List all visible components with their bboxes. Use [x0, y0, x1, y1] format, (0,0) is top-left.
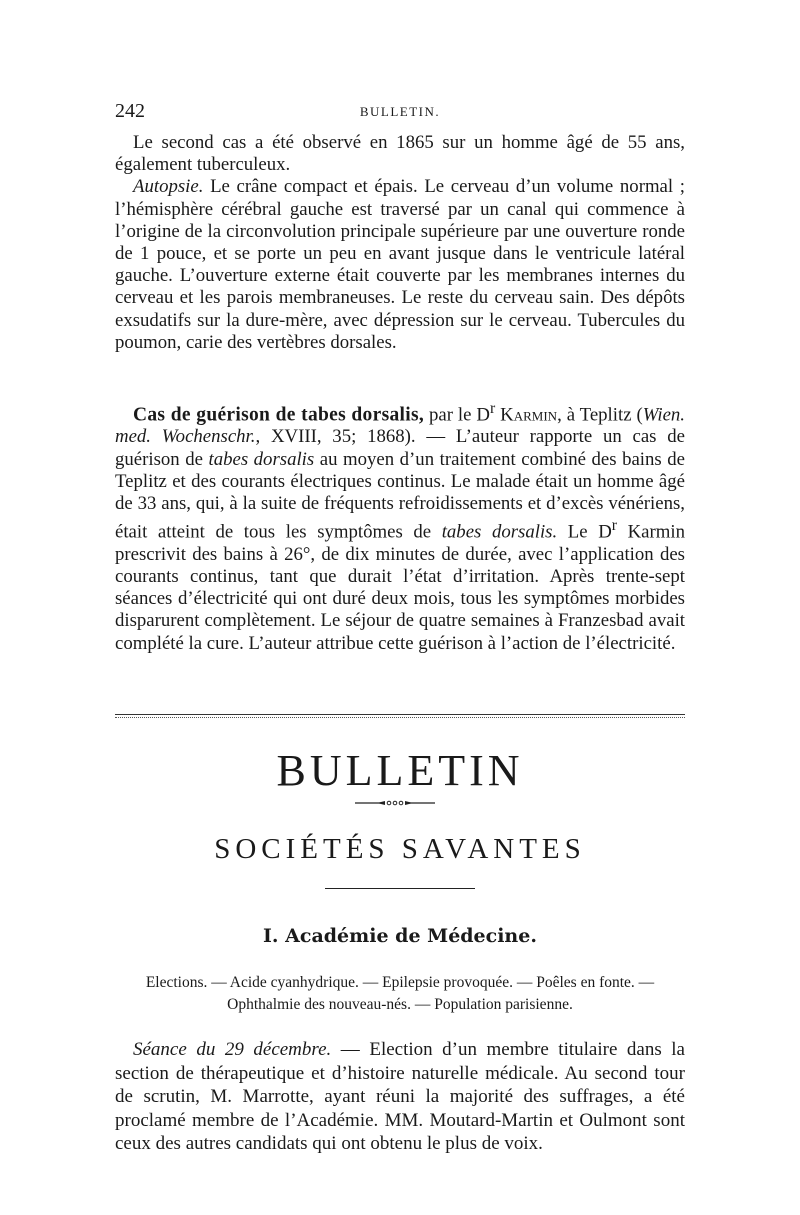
article-text-part: , XVIII, 35; 1868). — L’auteur rapporte un cas de guérison de	[115, 426, 685, 470]
session-summary	[115, 972, 685, 1016]
tabes-paragraph	[115, 398, 685, 655]
doctor-abbrev-sup: r	[489, 400, 496, 417]
section-heading: I. Académie de Médecine.	[263, 925, 537, 947]
section-separator	[115, 714, 685, 718]
article-title: Cas de guérison de tabes dorsalis,	[133, 404, 425, 426]
autopsy-case-text	[115, 132, 685, 354]
ornament-divider	[355, 800, 435, 806]
disease-term: tabes dorsalis.	[441, 521, 558, 543]
bulletin-heading: BULLETIN	[276, 746, 524, 795]
seance-paragraph	[115, 1038, 685, 1156]
tabes-article	[115, 398, 685, 655]
autopsy-lead: Autopsie.	[133, 176, 204, 198]
journal-source: Wien. med. Wochenschr.	[115, 404, 685, 448]
seance-text	[115, 1038, 685, 1156]
author-name: Karmin	[500, 404, 558, 426]
article-text-part: au moyen d’un traitement combiné des bains de Teplitz et des courants électriques continus. Le malade était un homme âgé de 33 ans, qui, à la suite de fréquents refroidissements et d’excès vénériens, était atteint de tous les symptômes de	[115, 448, 685, 543]
autopsy-text: Le crâne compact et épais. Le cerveau d’un volume normal ; l’hémisphère cérébral gauche est traversé par un canal qui commence à l’origine de la circonvolution principale supérieure par une ouverture ronde de 1 pouce, et se porte un peu en avant jusque dans le ventricule latéral gauche. L’ouverture externe était couverte par les membranes internes du cerveau et les parois membraneuses. Le reste du cerveau sain. Des dépôts exsudatifs sur la dure-mère, avec dépression sur le cerveau. Tubercules du poumon, carie des vertèbres dorsales.	[115, 176, 685, 353]
seance-date: Séance du 29 décembre.	[133, 1039, 332, 1060]
summary-line-2: Ophthalmie des nouveau-nés. — Population parisienne.	[227, 996, 573, 1013]
article-text-part: Karmin prescrivit des bains à 26°, de dix minutes de durée, avec l’application des courants continus, tant que durait l’état d’irritation. Après trente-sept séances d’électricité qui ont duré deux mois, tous les symptômes morbides disparurent complètement. Le séjour de quatre semaines à Franzesbad avait complété la cure. L’auteur attribue cette guérison à l’action de l’électricité.	[115, 521, 685, 654]
second-case-text: Le second cas a été observé en 1865 sur un homme âgé de 55 ans, également tuberculeux.	[115, 132, 685, 176]
page-number: 242	[115, 100, 145, 122]
second-case-paragraph	[115, 132, 685, 176]
article-text-part: Le D	[557, 521, 612, 543]
running-head	[115, 100, 685, 124]
disease-term: tabes dorsalis	[208, 448, 315, 470]
heading-rule	[325, 888, 475, 889]
autopsy-paragraph	[115, 176, 685, 354]
societes-heading: SOCIÉTÉS SAVANTES	[214, 833, 586, 865]
running-title: BULLETIN.	[359, 104, 441, 119]
article-text-part: par le D	[424, 404, 490, 426]
seance-body: — Election d’un membre titulaire dans la section de thérapeutique et d’histoire naturelle médicale. Au second tour de scrutin, M. Marrotte, ayant réuni la majorité des suffrages, a été proclamé membre de l’Académie. MM. Moutard-Martin et Oulmont sont ceux des autres candidats qui ont obtenu le plus de voix.	[115, 1039, 685, 1154]
summary-line-1: Elections. — Acide cyanhydrique. — Epilepsie provoquée. — Poêles en fonte. —	[145, 974, 655, 991]
doctor-abbrev-sup: r	[611, 517, 617, 535]
article-text-part: , à Teplitz (	[557, 404, 643, 426]
